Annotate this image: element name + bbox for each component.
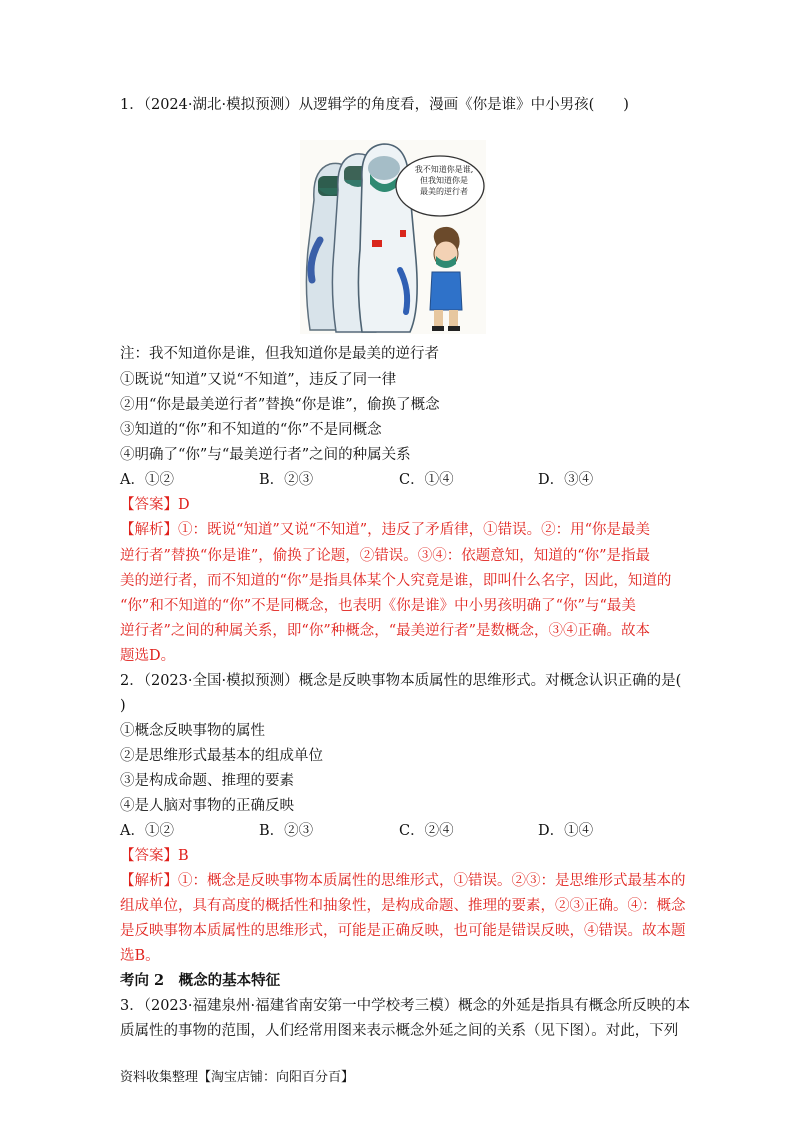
q2-option-c: C．②④ [399,823,454,839]
q1-analysis-line: 逆行者”之间的种属关系，即“你”种概念，“最美逆行者”是数概念，③④正确。故本 [120,623,651,639]
q2-item-4: ④是人脑对事物的正确反映 [120,798,294,814]
q1-analysis-line: 美的逆行者，而不知道的“你”是指具体某个人究竟是谁，即叫什么名字，因此，知道的 [120,573,672,589]
q1-item-4: ④明确了“你”与“最美逆行者”之间的种属关系 [120,447,411,463]
q1-analysis-line: 题选D。 [120,648,176,664]
q2-answer: 【答案】B [120,848,189,864]
q2-option-d: D．①④ [538,823,594,839]
q1-option-b: B．②③ [259,472,314,488]
q3-stem-cont: 质属性的事物的范围，人们经常用图来表示概念外延之间的关系（见下图）。对此，下列 [120,1023,679,1039]
q1-analysis-line: 【解析】①：既说“知道”又说“不知道”，违反了矛盾律，①错误。②：用“你是最美 [120,522,651,538]
bubble-line: 但我知道你是 [420,176,468,185]
q1-stem: 1．（2024·湖北·模拟预测）从逻辑学的角度看，漫画《你是谁》中小男孩( ) [120,97,629,113]
q1-item-1: ①既说“知道”又说“不知道”，违反了同一律 [120,372,397,388]
bubble-line: 最美的逆行者 [420,187,468,196]
q1-option-a: A．①② [120,472,174,488]
q1-item-3: ③知道的“你”和不知道的“你”不是同概念 [120,422,382,438]
q2-item-2: ②是思维形式最基本的组成单位 [120,748,323,764]
q2-analysis-line: 【解析】①：概念是反映事物本质属性的思维形式，①错误。②③：是思维形式最基本的 [120,873,686,889]
q2-analysis-line: 是反映事物本质属性的思维形式，可能是正确反映，也可能是错误反映，④错误。故本题 [120,923,686,939]
q1-answer: 【答案】D [120,497,190,513]
q1-option-d: D．③④ [538,472,594,488]
section-heading: 考向 2 概念的基本特征 [120,972,281,989]
q2-analysis-line: 组成单位，具有高度的概括性和抽象性，是构成命题、推理的要素，②③正确。④：概念 [120,898,686,914]
q1-analysis-line: “你”和不知道的“你”不是同概念，也表明《你是谁》中小男孩明确了“你”与“最美 [120,598,636,614]
q2-item-3: ③是构成命题、推理的要素 [120,773,294,789]
q1-analysis-line: 逆行者”替换“你是谁”，偷换了论题，②错误。③④：依题意知，知道的“你”是指最 [120,548,651,564]
speech-bubble-text [404,164,484,197]
q2-item-1: ①概念反映事物的属性 [120,723,265,739]
q1-option-c: C．①④ [399,472,454,488]
q1-item-2: ②用“你是最美逆行者”替换“你是谁”，偷换了概念 [120,397,440,413]
q2-option-a: A．①② [120,823,174,839]
q2-option-b: B．②③ [259,823,314,839]
q2-stem-cont: ) [120,698,126,714]
footer-note: 资料收集整理【淘宝店铺：向阳百分百】 [120,1070,355,1085]
q1-note: 注：我不知道你是谁，但我知道你是最美的逆行者 [120,346,439,362]
q2-analysis-line: 选B。 [120,948,160,964]
q3-stem: 3．（2023·福建泉州·福建省南安第一中学校考三模）概念的外延是指具有概念所反映的本 [120,998,691,1014]
q2-stem: 2．（2023·全国·模拟预测）概念是反映事物本质属性的思维形式。对概念认识正确的是( [120,673,682,689]
bubble-line: 我不知道你是谁, [414,165,474,174]
